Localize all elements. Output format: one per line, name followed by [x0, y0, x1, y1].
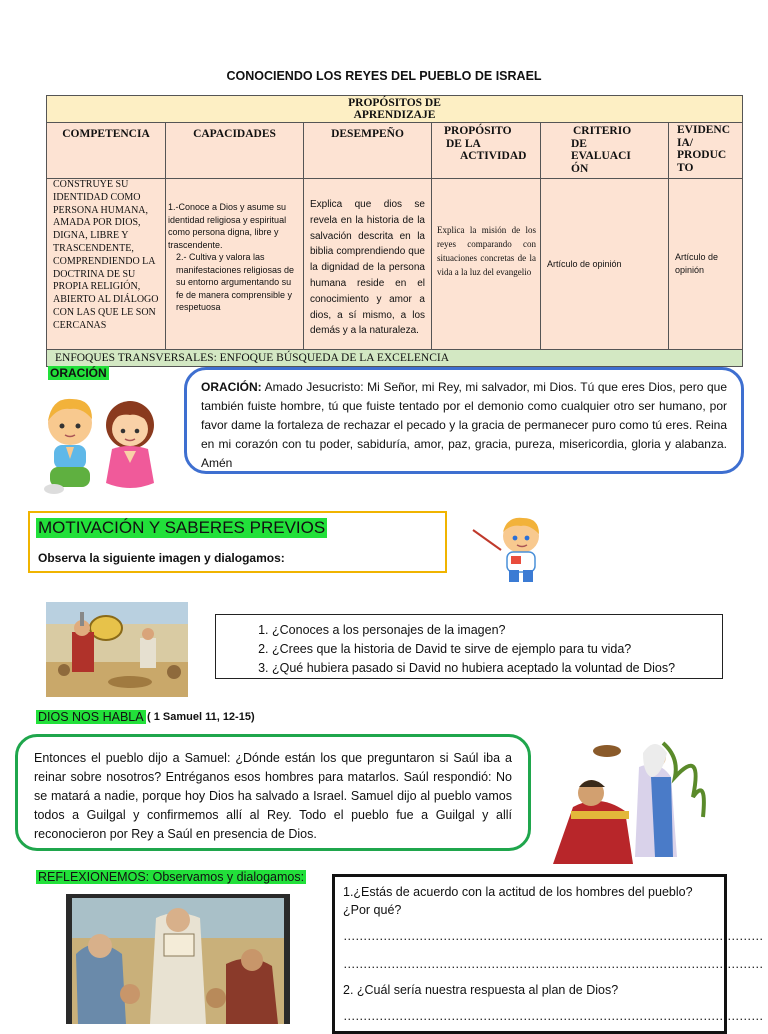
answer-line[interactable]: ……………………………………………………………………………………………: [343, 929, 763, 943]
table-header-propositos: [46, 95, 743, 123]
motivacion-title: MOTIVACIÓN Y SABERES PREVIOS: [38, 518, 326, 537]
cell-criterio: Artículo de opinión: [540, 178, 669, 350]
enfoques-transversales: ENFOQUES TRANSVERSALES: ENFOQUE BÚSQUEDA DE LA EXCELENCIA: [46, 349, 743, 367]
crowd-scroll-illustration: [66, 894, 290, 1024]
column-header-capacidades: [165, 122, 304, 179]
question-item: 3. ¿Qué hubiera pasado si David no hubiera aceptado la voluntad de Dios?: [272, 659, 722, 678]
column-header-evidencia: [668, 122, 743, 179]
oracion-label: ORACIÓN: [50, 366, 107, 380]
question-item: 1. ¿Conoces a los personajes de la imagen?: [272, 621, 722, 640]
samuel-anointing-saul-illustration: [543, 737, 709, 864]
david-goliath-illustration: [46, 602, 188, 697]
crowd-scroll-icon: [66, 894, 290, 1024]
column-label: DE LA: [446, 137, 481, 150]
column-header-proposito: [431, 122, 541, 179]
question-item: 2. ¿Crees que la historia de David te sirve de ejemplo para tu vida?: [272, 640, 722, 659]
questions-list: [216, 621, 722, 678]
page-title: CONOCIENDO LOS REYES DEL PUEBLO DE ISRAEL: [226, 69, 542, 83]
capacidad-1: 1.-Conoce a Dios y asume su identidad religiosa y espiritual como persona digna, libre y trascendente.: [168, 202, 287, 250]
boy-with-pointer-illustration: [467, 516, 562, 586]
dios-nos-habla-label: DIOS NOS HABLA: [38, 710, 144, 724]
oracion-lead: ORACIÓN:: [201, 380, 262, 394]
reflexionemos-label: REFLEXIONEMOS: Observamos y dialogamos:: [38, 870, 305, 884]
column-header-criterio: [540, 122, 669, 179]
cell-proposito: Explica la misión de los reyes comparando con situaciones concretas de la vida a la luz del evangelio: [431, 178, 541, 350]
oracion-text: Amado Jesucristo: Mi Señor, mi Rey, mi salvador, mi Dios. Tú que eres Dios, pero que también fuiste hombre, tú que fuiste tentado por el demonio como cualquier otro ser humano, por favor dame la fortaleza de rechazar el pecado y la gracia de permanecer puro como tú eres. Reina en mi corazón con tu poder, sabiduría, amor, paz, gracia, pureza, misericordia, gloria y alabanza. Amén: [201, 380, 727, 470]
anointing-icon: [543, 737, 709, 864]
cell-evidencia: Artículo de opinión: [668, 178, 743, 350]
column-label: DE: [571, 137, 587, 150]
david-goliath-icon: [46, 602, 188, 697]
cell-competencia: CONSTRUYE SU IDENTIDAD COMO PERSONA HUMANA, AMADA POR DIOS, DIGNA, LIBRE Y TRASCENDENTE, COMPRENDIENDO LA DOCTRINA DE SU PROPIA RELIGIÓN, ABIERTO AL DIÁLOGO CON LAS QUE LE SON CERCANAS: [46, 178, 166, 350]
header-line-1: PROPÓSITOS DE: [348, 97, 441, 109]
praying-children-illustration: [38, 393, 162, 497]
cell-desempeno: Explica que dios se revela en la historia de la salvación descrita en la biblia comprendiendo que la dignidad de la persona humana reside en el conocimiento y amor a dios, a sí mismo, a los demás y a la naturaleza.: [303, 178, 432, 350]
column-label: CRITERIO: [573, 125, 632, 137]
reflexionemos-box: [332, 874, 763, 1034]
column-label: ACTIVIDAD: [460, 150, 527, 162]
praying-children-icon: [38, 393, 162, 497]
column-label: EVALUACI: [571, 150, 631, 162]
column-label: ÓN: [571, 162, 589, 175]
column-label: COMPETENCIA: [62, 128, 150, 140]
header-line-2: APRENDIZAJE: [353, 109, 436, 121]
column-label: CAPACIDADES: [193, 128, 276, 140]
motivacion-box: [28, 511, 447, 573]
bible-reference: ( 1 Samuel 11, 12-15): [147, 711, 255, 723]
questions-box: [215, 614, 723, 679]
column-label: EVIDENC: [677, 124, 731, 136]
column-label: PROPÓSITO: [444, 125, 512, 137]
boy-pointer-icon: [467, 516, 562, 586]
answer-line[interactable]: ……………………………………………………………………………………………: [343, 957, 763, 971]
column-label: DESEMPEÑO: [331, 128, 404, 140]
column-header-competencia: [46, 122, 166, 179]
cell-capacidades: [165, 178, 304, 350]
reflexion-question-1: 1.¿Estás de acuerdo con la actitud de los hombres del pueblo? ¿Por qué?: [343, 885, 693, 917]
column-label: IA/: [677, 136, 693, 149]
reflexion-question-2: 2. ¿Cuál sería nuestra respuesta al plan de Dios?: [343, 983, 619, 997]
column-label: TO: [677, 161, 694, 174]
column-header-desempeno: [303, 122, 432, 179]
motivacion-subtitle: Observa la siguiente imagen y dialogamos:: [38, 551, 285, 565]
column-label: PRODUC: [677, 149, 727, 161]
oracion-text-box: [184, 367, 744, 474]
capacidad-2: 2.- Cultiva y valora las manifestaciones religiosas de su entorno argumentando su fe de manera comprensible y respetuosa: [176, 252, 295, 312]
answer-line[interactable]: ……………………………………………………………………………………………: [343, 1009, 763, 1023]
learning-purposes-table: [46, 95, 743, 367]
dios-nos-habla-text-box: Entonces el pueblo dijo a Samuel: ¿Dónde están los que preguntaron si Saúl iba a reinar sobre nosotros? Entréganos esos hombres para matarlos. Saúl respondió: No se matará a nadie, porque hoy Dios ha salvado a Israel. Samuel dijo al pueblo vamos todos a Guilgal y confirmemos allí al Rey. Todo el pueblo fue a Guilgal y allí reconocieron por Rey a Saúl en presencia de Dios.: [15, 734, 531, 851]
